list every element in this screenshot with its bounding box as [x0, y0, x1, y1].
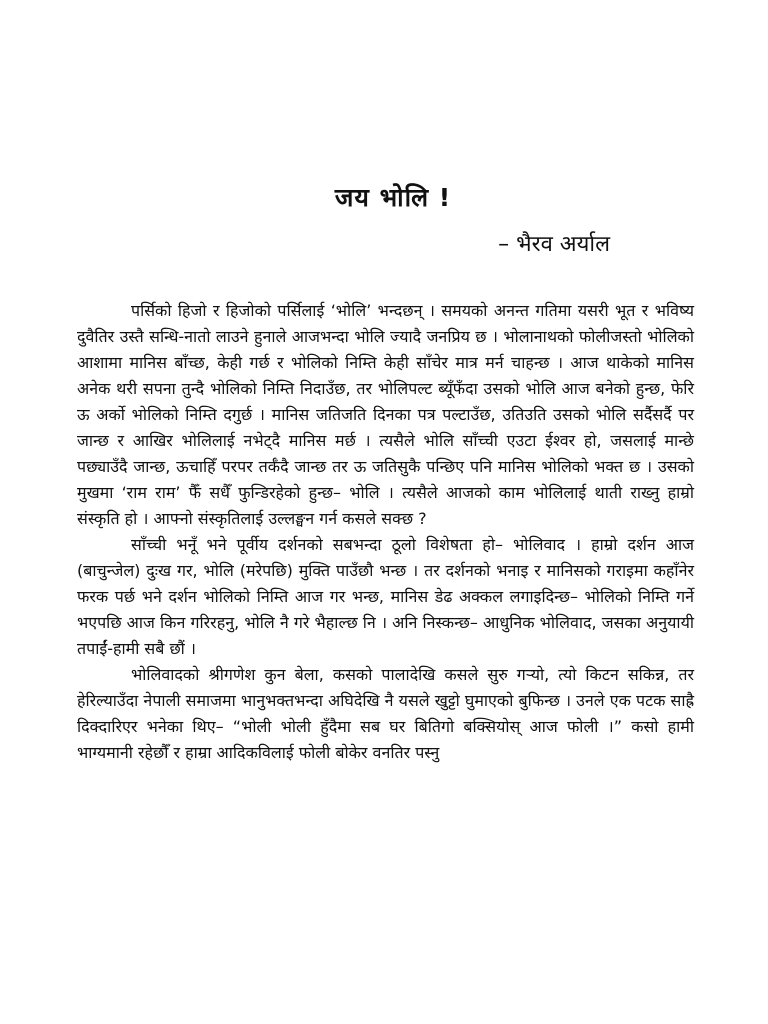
- author-byline: – भैरव अर्याल: [498, 232, 610, 257]
- paragraph-3: भोलिवादको श्रीगणेश कुन बेला, कसको पालादेखि कसले सुरु गर्‍यो, त्यो किटन सकिन्न, तर हेरिल्याउँदा नेपाली समाजमा भानुभक्तभन्दा अघिदेखि नै यसले खुट्टो घुमाएको बुफिन्छ । उनले एक पटक साह्रै दिक्दारिएर भनेका थिए– “भोली भोली हुँदैमा सब घर बितिगो बक्सियोस् आज फोली ।” कसो हामी भाग्यमानी रहेछौँ र हाम्रा आदिकविलाई फोली बोकेर वनतिर पस्नु: [77, 665, 694, 762]
- document-title: जय भोलि !: [334, 183, 452, 212]
- essay-body: [77, 298, 694, 766]
- paragraph-1: पर्सिको हिजो र हिजोको पर्सिलाई ‘भोलि’ भन्दछन् । समयको अनन्त गतिमा यसरी भूत र भविष्य दुवैतिर उस्तै सन्धि-नातो लाउने हुनाले आजभन्दा भोलि ज्यादै जनप्रिय छ । भोलानाथको फोलीजस्तो भोलिको आशामा मानिस बाँच्छ, केही गर्छ र भोलिको निम्ति केही साँचेर मात्र मर्न चाहन्छ । आज थाकेको मानिस अनेक थरी सपना तुन्दै भोलिको निम्ति निदाउँछ, तर भोलिपल्ट ब्यूँफँदा उसको भोलि आज बनेको हुन्छ, फेरि ऊ अर्को भोलिको निम्ति दगुर्छ । मानिस जतिजति दिनका पत्र पल्टाउँछ, उतिउति उसको भोलि सर्दैसर्दै पर जान्छ र आखिर भोलिलाई नभेट्दै मानिस मर्छ । त्यसैले भोलि साँच्ची एउटा ईश्वर हो, जसलाई मान्छे पछ्याउँदै जान्छ, ऊचाहिँ परपर तर्कँदै जान्छ तर ऊ जतिसुकै पन्छिए पनि मानिस भोलिको भक्त छ । उसको मुखमा ‘राम राम’ फैँ सधैँ फुन्डिरहेको हुन्छ– भोलि । त्यसैले आजको काम भोलिलाई थाती राख्नु हाम्रो संस्कृति हो । आफ्नो संस्कृतिलाई उल्लङ्घन गर्न कसले सक्छ ?: [77, 301, 694, 528]
- paragraph-2: साँच्ची भनूँ भने पूर्वीय दर्शनको सबभन्दा ठूलो विशेषता हो– भोलिवाद । हाम्रो दर्शन आज (बाचुन्जेल) दुःख गर, भोलि (मरेपछि) मुक्ति पाउँछौ भन्छ । तर दर्शनको भनाइ र मानिसको गराइमा कहाँनेर फरक पर्छ भने दर्शन भोलिको निम्ति आज गर भन्छ, मानिस डेढ अक्कल लगाइदिन्छ– भोलिको निम्ति गर्ने भएपछि आज किन गरिरहनु, भोलि नै गरे भैहाल्छ नि । अनि निस्कन्छ– आधुनिक भोलिवाद, जसका अनुयायी तपाईं-हामी सबै छौं ।: [77, 535, 694, 658]
